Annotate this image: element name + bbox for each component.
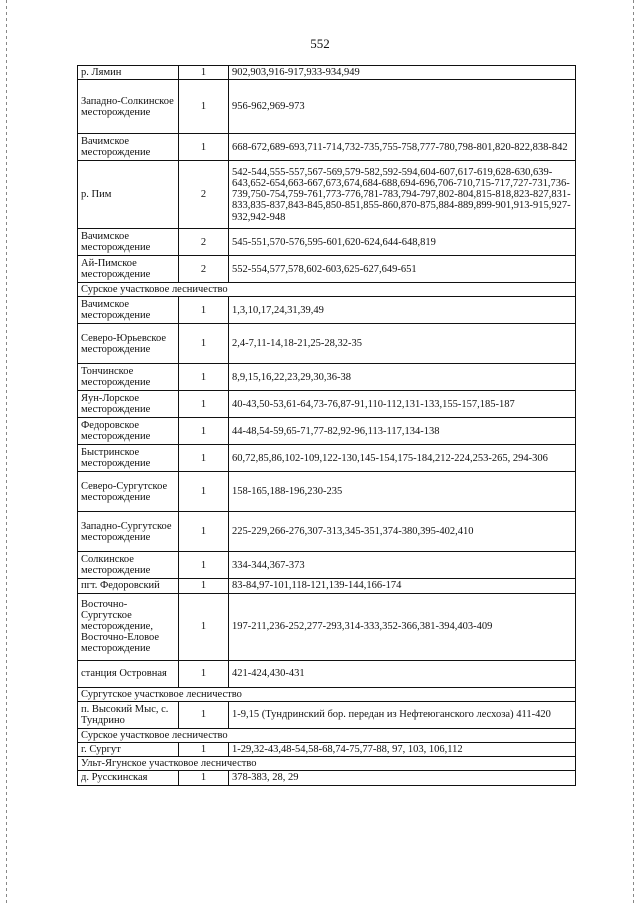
location-name: Быстринское месторождение xyxy=(78,445,179,472)
table-row xyxy=(78,579,576,593)
section-row xyxy=(78,728,576,742)
table-row xyxy=(78,771,576,785)
quarter-count: 1 xyxy=(179,297,229,324)
quarter-numbers: 1-29,32-43,48-54,58-68,74-75,77-88, 97, 103, 106,112 xyxy=(229,743,576,757)
quarter-numbers: 40-43,50-53,61-64,73-76,87-91,110-112,131-133,155-157,185-187 xyxy=(229,391,576,418)
quarter-count: 1 xyxy=(179,80,229,134)
section-title: Сурское участковое лесничество xyxy=(78,283,576,297)
forest-quarters-table xyxy=(77,65,576,786)
table-row xyxy=(78,660,576,687)
location-name: д. Русскинская xyxy=(78,771,179,785)
section-row xyxy=(78,283,576,297)
location-name: р. Лямин xyxy=(78,66,179,80)
location-name: п. Высокий Мыс, с. Тундрино xyxy=(78,701,179,728)
quarter-count: 1 xyxy=(179,445,229,472)
table-row xyxy=(78,701,576,728)
table-row xyxy=(78,743,576,757)
table-row xyxy=(78,297,576,324)
quarter-numbers: 44-48,54-59,65-71,77-82,92-96,113-117,134-138 xyxy=(229,418,576,445)
location-name: Восточно-Сургутское месторождение, Восточно-Еловое месторождение xyxy=(78,593,179,660)
quarter-numbers: 668-672,689-693,711-714,732-735,755-758,777-780,798-801,820-822,838-842 xyxy=(229,134,576,161)
location-name: пгт. Федоровский xyxy=(78,579,179,593)
quarter-count: 1 xyxy=(179,364,229,391)
quarter-numbers: 902,903,916-917,933-934,949 xyxy=(229,66,576,80)
location-name: Северо-Юрьевское месторождение xyxy=(78,324,179,364)
quarter-numbers: 378-383, 28, 29 xyxy=(229,771,576,785)
location-name: Яун-Лорское месторождение xyxy=(78,391,179,418)
location-name: станция Островная xyxy=(78,660,179,687)
quarter-numbers: 1-9,15 (Тундринский бор. передан из Нефтеюганского лесхоза) 411-420 xyxy=(229,701,576,728)
quarter-count: 1 xyxy=(179,743,229,757)
table-row xyxy=(78,134,576,161)
quarter-count: 1 xyxy=(179,579,229,593)
quarter-numbers: 545-551,570-576,595-601,620-624,644-648,819 xyxy=(229,229,576,256)
quarter-count: 1 xyxy=(179,593,229,660)
quarter-numbers: 956-962,969-973 xyxy=(229,80,576,134)
location-name: Северо-Сургутское месторождение xyxy=(78,472,179,512)
location-name: Вачимское месторождение xyxy=(78,229,179,256)
scan-edge-left xyxy=(6,0,7,905)
section-title: Ульт-Ягунское участковое лесничество xyxy=(78,757,576,771)
table-row xyxy=(78,445,576,472)
quarter-count: 1 xyxy=(179,391,229,418)
quarter-numbers: 158-165,188-196,230-235 xyxy=(229,472,576,512)
table-row xyxy=(78,324,576,364)
quarter-numbers: 225-229,266-276,307-313,345-351,374-380,395-402,410 xyxy=(229,512,576,552)
section-row xyxy=(78,687,576,701)
table-row xyxy=(78,80,576,134)
quarter-count: 1 xyxy=(179,134,229,161)
location-name: Вачимское месторождение xyxy=(78,134,179,161)
table-row xyxy=(78,161,576,229)
location-name: Ай-Пимское месторождение xyxy=(78,256,179,283)
table-body xyxy=(78,66,576,786)
table-row xyxy=(78,418,576,445)
page-number: 552 xyxy=(310,36,330,51)
table-row xyxy=(78,391,576,418)
quarter-numbers: 421-424,430-431 xyxy=(229,660,576,687)
location-name: Западно-Солкинское месторождение xyxy=(78,80,179,134)
quarter-numbers: 8,9,15,16,22,23,29,30,36-38 xyxy=(229,364,576,391)
quarter-numbers: 542-544,555-557,567-569,579-582,592-594,604-607,617-619,628-630,639-643,652-654,663-667,673,674,684-688,694-696,706-710,715-717,727-731,736-739,750-754,759-761,773-776,781-783,794-797,802-804,815-818,823-827,831-833,835-837,843-845,850-851,855-860,870-875,884-889,899-901,913-915,927-932,942-948 xyxy=(229,161,576,229)
quarter-count: 1 xyxy=(179,418,229,445)
quarter-numbers: 552-554,577,578,602-603,625-627,649-651 xyxy=(229,256,576,283)
table-row xyxy=(78,66,576,80)
quarter-count: 1 xyxy=(179,660,229,687)
quarter-count: 1 xyxy=(179,472,229,512)
quarter-count: 1 xyxy=(179,701,229,728)
section-row xyxy=(78,757,576,771)
table-row xyxy=(78,256,576,283)
quarter-count: 1 xyxy=(179,66,229,80)
quarter-numbers: 60,72,85,86,102-109,122-130,145-154,175-184,212-224,253-265, 294-306 xyxy=(229,445,576,472)
table-row xyxy=(78,364,576,391)
quarter-count: 2 xyxy=(179,229,229,256)
location-name: Западно-Сургутское месторождение xyxy=(78,512,179,552)
quarter-numbers: 334-344,367-373 xyxy=(229,552,576,579)
quarter-numbers: 2,4-7,11-14,18-21,25-28,32-35 xyxy=(229,324,576,364)
quarter-count: 1 xyxy=(179,324,229,364)
section-title: Сургутское участковое лесничество xyxy=(78,687,576,701)
quarter-count: 1 xyxy=(179,512,229,552)
scan-edge-right xyxy=(633,0,634,905)
table-row xyxy=(78,512,576,552)
location-name: Солкинское месторождение xyxy=(78,552,179,579)
table-row xyxy=(78,472,576,512)
section-title: Сурское участковое лесничество xyxy=(78,728,576,742)
location-name: г. Сургут xyxy=(78,743,179,757)
quarter-count: 2 xyxy=(179,256,229,283)
location-name: Вачимское месторождение xyxy=(78,297,179,324)
location-name: Федоровское месторождение xyxy=(78,418,179,445)
table-row xyxy=(78,552,576,579)
location-name: р. Пим xyxy=(78,161,179,229)
quarter-numbers: 83-84,97-101,118-121,139-144,166-174 xyxy=(229,579,576,593)
quarter-numbers: 197-211,236-252,277-293,314-333,352-366,381-394,403-409 xyxy=(229,593,576,660)
quarter-numbers: 1,3,10,17,24,31,39,49 xyxy=(229,297,576,324)
table-row xyxy=(78,229,576,256)
quarter-count: 2 xyxy=(179,161,229,229)
table-row xyxy=(78,593,576,660)
quarter-count: 1 xyxy=(179,552,229,579)
location-name: Тончинское месторождение xyxy=(78,364,179,391)
quarter-count: 1 xyxy=(179,771,229,785)
